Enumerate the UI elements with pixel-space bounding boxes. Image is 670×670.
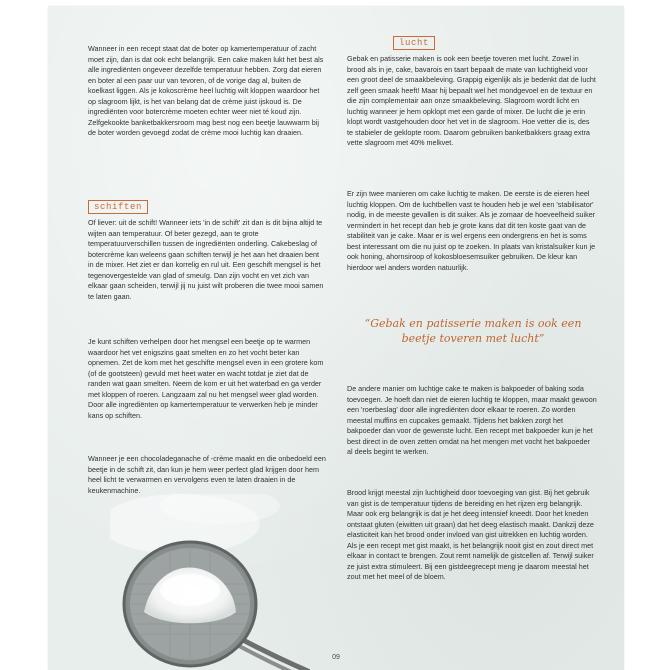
schiften-paragraph-3: Wanneer je een chocoladeganache of -crème maakt en die onbedoeld een beetje in de schift zit, dan kun je hem weer perfect glad krijgen door hem heel licht te verwarmen en vervolgens even te laten draaien in de keukenmachine. — [88, 454, 326, 495]
lucht-paragraph-1: Gebak en patisserie maken is ook een beetje toveren met lucht. Zowel in brood als in je, cake, bavarois en taart bepaalt de mate van luchtigheid voor een groot deel de smaakbeleving. Grappig eigenlijk als je bedenkt dat de lucht zelf geen smaak heeft! Maar hij bepaalt wel het mondgevoel en de textuur en die zijn complementair aan onze smaakbeleving. Slagroom wordt licht en luchtig wanneer je hem opklopt met een garde of mixer. De lucht die je erin klopt wordt vastgehouden door het vet in de slagroom. Hoe vetter die is, des te stabieler de geklopte room. Daarom gebruiken banketbakkers graag extra vette slagroom met 40% melkvet. — [347, 54, 596, 147]
book-page — [48, 6, 624, 670]
page-number: 09 — [332, 654, 340, 661]
intro-paragraph: Wanneer in een recept staat dat de boter op kamertemperatuur of zacht moet zijn, dan is dat ook echt belangrijk. Een cake maken lukt het best als alle ingrediënten ongeveer dezelfde temperatuur hebben. Zorg dat eieren en boter al een paar uur van tevoren, of de vorige dag al, buiten de koelkast liggen. Als je kokoscrème heel luchtig wilt kloppen waardoor het op slagroom lijkt, is het van belang dat de crème juist ijskoud is. De ingrediënten voor botercrème moeten echter weer niet té koud zijn. Zelfgekookte banketbakkersroom mag best nog een beetje lauwwarm bij de boter worden gevoegd zodat de crème mooi luchtig kan draaien. — [88, 44, 324, 137]
section-heading-lucht: lucht — [393, 36, 435, 50]
section-heading-schiften: schiften — [88, 200, 148, 214]
lucht-paragraph-4: Brood krijgt meestal zijn luchtigheid door toevoeging van gist. Bij het gebruik van gist is de temperatuur tijdens de bereiding en het rijzen erg belangrijk. Maar ook erg belangrijk is dat je het deeg intensief kneedt. Door het kneden ontstaat gluten (eiwitten uit graan) dat het deeg elastisch maakt. Dankzij deze elasticiteit kan het brood onder invloed van gist uitrekken en luchtig worden. Als je een recept met gist maakt, is het belangrijk nooit gist en zout direct met elkaar in contact te brengen. Zout remt namelijk de gistcellen af. Terwijl suiker ze juist extra stimuleert. Bij een gistdeegrecept meng je daarom meestal het zout met het meel of de bloem. — [347, 488, 594, 581]
sieve-illustration — [110, 494, 310, 670]
sieve-photo — [110, 494, 310, 670]
schiften-paragraph-2: Je kunt schiften verhelpen door het mengsel een beetje op te warmen waardoor het vet enigszins gaat smelten en zo het vocht beter kan opnemen. Zet de kom met het geschifte mengsel even in een grotere kom (of de gootsteen) gevuld met heet water en wacht totdat je ziet dat de randen wat gaan smelten. Neem de kom er uit het waterbad en ga verder met kloppen of roeren. Langzaam zal nu het mengsel weer glad worden. Door alle ingrediënten op kamertemperatuur te verwerken heb je minder kans op schiften. — [88, 337, 324, 420]
schiften-paragraph-1: Of liever: uit de schift! Wanneer iets 'in de schift' zit dan is dit bijna altijd te wijten aan temperatuur. Of beter gezegd, aan te grote temperatuurverschillen tussen de ingrediënten onderling. Cakebeslag of botercrème kan weleens gaan schiften terwijl je het aan het draaien bent in de mixer. Het ziet er dan korrelig en rul uit. Een geschift mengsel is het tegenovergestelde van glad of smeuïg. Dan zijn vocht en vet zich van elkaar gaan scheiden, terwijl jij nu juist wilt proberen die twee mooi samen te laten gaan. — [88, 218, 324, 301]
lucht-paragraph-3: De andere manier om luchtige cake te maken is bakpoeder of baking soda toevoegen. Je hoeft dan niet de eieren luchtig te kloppen, maar maakt gewoon een 'roerbeslag' door alle ingrediënten door elkaar te roeren. Zo worden meestal muffins en cupcakes gemaakt. Tijdens het bakken zorgt het bakpoeder dan voor de gewenste lucht. Een recept met bakpoeder kun je het best direct in de oven zetten omdat na het mengen met vocht het bakpoeder al deels begint te werken. — [347, 384, 597, 456]
lucht-paragraph-2: Er zijn twee manieren om cake luchtig te maken. De eerste is de eieren heel luchtig kloppen. Om de luchtbellen vast te houden heb je wel een 'stabilisator' nodig, in de meeste gevallen is dit suiker. Als je zomaar de hoeveelheid suiker vermindert in het recept dan heb je grote kans dat dit ten koste gaat van de stabiliteit van je cake. Maar er is wel ergens een ondergrens en het is soms best interessant om die nu juist op te zoeken. In plaats van kristalsuiker kun je ook honing, ahornsiroop of kokosbloesemsuiker gebruiken. De kleur kan hierdoor wel anders worden natuurlijk. — [347, 189, 596, 272]
pull-quote: “Gebak en patisserie maken is ook een beetje toveren met lucht” — [364, 317, 582, 345]
